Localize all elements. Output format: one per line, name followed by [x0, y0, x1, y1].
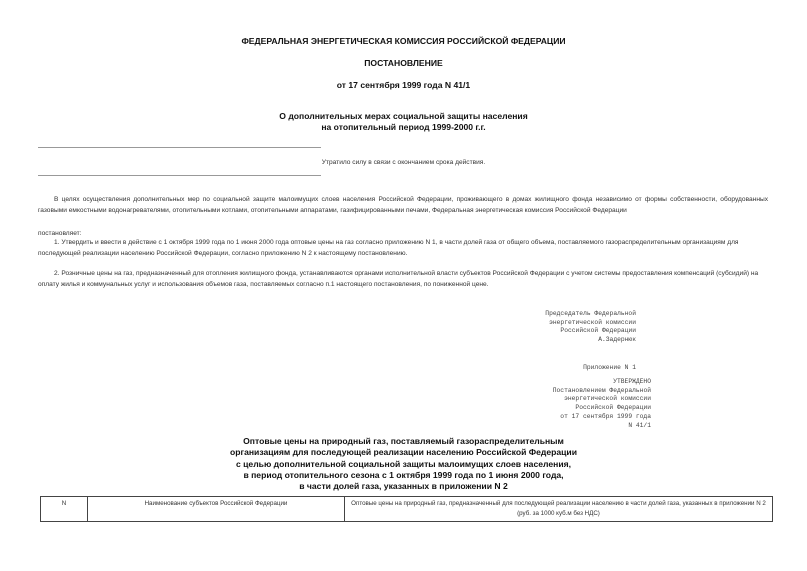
header-cell-price [345, 497, 773, 522]
approval-line: УТВЕРЖДЕНО [613, 378, 651, 385]
org-name: ФЕДЕРАЛЬНАЯ ЭНЕРГЕТИЧЕСКАЯ КОМИССИЯ РОССИЙСКОЙ ФЕДЕРАЦИИ [241, 36, 566, 46]
approval-line: N 41/1 [628, 421, 651, 429]
appendix-title-line: Оптовые цены на природный газ, поставляемый газораспределительным [243, 436, 564, 446]
signature-block [545, 310, 636, 345]
approval-block [553, 378, 651, 430]
signature-line: А.Задернюк [598, 336, 636, 344]
appendix-title-line: с целью дополнительной социальной защиты малоимущих слоев населения, [235, 458, 572, 469]
divider-bottom [38, 175, 321, 176]
table-header-row [41, 497, 773, 522]
header-cell-region: Наименование субъектов Российской Федерации [88, 497, 345, 522]
signature-line: Российской Федерации [560, 327, 636, 335]
appendix-title [0, 436, 807, 492]
appendix-title-line: организациям для последующей реализации населению Российской Федерации [230, 447, 577, 458]
approval-line: Российской Федерации [575, 404, 651, 412]
header-cell-number: N [41, 497, 88, 522]
approval-line: Постановлением Федеральной [552, 386, 651, 394]
approval-line: от 17 сентября 1999 года [560, 412, 651, 420]
item-1-paragraph: 1. Утвердить и ввести в действие с 1 октября 1999 года по 1 июня 2000 года оптовые цены на газ согласно приложению N 1, в части долей газа от общего объема, поставляемого газораспределительным организациям для последующей реализации населению Российской Федерации, согласно приложению N 2 к настоящему постановлению. [38, 239, 739, 257]
doc-date-number: от 17 сентября 1999 года N 41/1 [336, 80, 471, 90]
doc-title-line1: О дополнительных мерах социальной защиты населения [279, 111, 528, 121]
item-2-paragraph: 2. Розничные цены на газ, предназначенный для отопления жилищного фонда, устанавливаются органами исполнительной власти субъектов Российской Федерации с учетом системы предоставления компенсаций (субсидий) на оплату жилья и коммунальных услуг и использования объемов газа, поставляемых согласно п.1 настоящего постановления, по пониженной цене. [38, 270, 759, 288]
doc-type: ПОСТАНОВЛЕНИЕ [364, 58, 443, 68]
signature-line: энергетической комиссии [549, 318, 636, 326]
price-table [40, 496, 773, 522]
appendix-title-line: в период отопительного сезона с 1 октября 1999 года по 1 июня 2000 года, [243, 469, 564, 480]
divider-top [38, 147, 321, 148]
appendix-title-line: в части долей газа, указанных в приложении N 2 [299, 481, 508, 492]
price-header-text: Оптовые цены на природный газ, предназначенный для последующей реализации населению в части долей газа, указанных в приложении N 2 [351, 500, 766, 507]
signature-line: Председатель Федеральной [545, 310, 636, 317]
price-header-unit: (руб. за 1000 куб.м без НДС) [517, 510, 600, 517]
status-note: Утратило силу в связи с окончанием срока действия. [321, 159, 486, 166]
appendix-label: Приложение N 1 [583, 364, 636, 371]
doc-title-line2: на отопительный период 1999-2000 г.г. [321, 122, 486, 132]
approval-line: энергетической комиссии [564, 395, 651, 403]
decree-word: постановляет: [38, 230, 82, 237]
intro-paragraph: В целях осуществления дополнительных мер по социальной защите малоимущих слоев населения Российской Федерации, проживающего в домах жилищного фонда независимо от формы собственности, оборудованных газовыми емкостными водонагревателями, отопительными котлами, отопительными аппаратами, газифицированными печами, Федеральная энергетическая комиссия Российской Федерации [38, 196, 768, 214]
